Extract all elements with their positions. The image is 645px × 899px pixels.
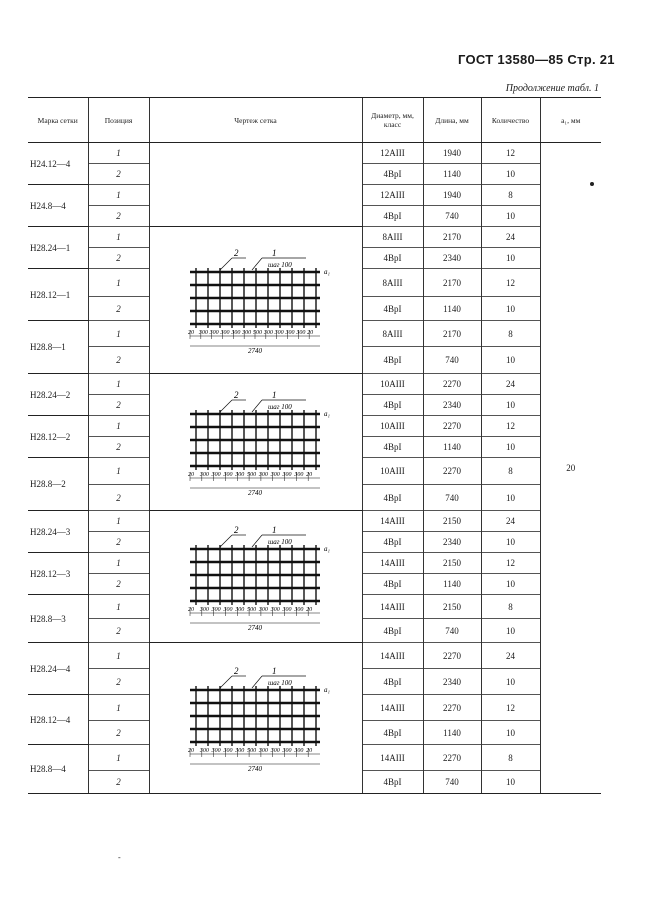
quantity-cell: 8 [481, 458, 540, 485]
diameter-cell: 14АIII [362, 745, 423, 771]
diameter-cell: 8АIII [362, 321, 423, 347]
dimension-value: 300 [295, 330, 305, 336]
dimension-value: 500 [246, 606, 256, 613]
a1-label: a₁ [323, 410, 330, 418]
step-label: шаг 100 [267, 679, 292, 687]
diameter-cell: 4ВрI [362, 669, 423, 695]
table-header-row [28, 98, 601, 143]
step-label: шаг 100 [267, 403, 292, 411]
position-label-1: 1 [271, 524, 276, 535]
diameter-cell: 4ВрI [362, 395, 423, 416]
length-cell: 2340 [423, 248, 481, 269]
total-length: 2740 [247, 765, 262, 773]
quantity-cell: 10 [481, 669, 540, 695]
diameter-cell: 4ВрI [362, 619, 423, 643]
length-cell: 2340 [423, 395, 481, 416]
length-cell: 740 [423, 485, 481, 511]
dimension-value: 500 [246, 472, 256, 478]
dimension-value: 20 [187, 748, 194, 754]
dimension-value: 20 [187, 330, 194, 336]
length-cell: 2270 [423, 745, 481, 771]
position-cell: 1 [88, 374, 149, 395]
quantity-cell: 10 [481, 347, 540, 374]
position-cell: 2 [88, 297, 149, 321]
quantity-cell: 12 [481, 269, 540, 297]
a1-label: a₁ [323, 544, 330, 553]
dimension-value: 300 [211, 606, 221, 613]
mesh-mark-cell: Н28.8—2 [28, 458, 88, 511]
position-cell: 1 [88, 185, 149, 206]
mesh-drawing [156, 382, 356, 502]
diameter-cell: 10АIII [362, 458, 423, 485]
dimension-value: 300 [282, 748, 292, 754]
leader-line [220, 400, 232, 412]
length-cell: 2340 [423, 669, 481, 695]
dimension-value: 300 [220, 330, 229, 336]
position-label-2: 2 [233, 248, 238, 258]
mesh-drawing-cell [149, 227, 362, 374]
quantity-cell: 8 [481, 321, 540, 347]
mesh-mark-cell: Н28.12—4 [28, 695, 88, 745]
length-cell: 2270 [423, 458, 481, 485]
dimension-value: 300 [270, 606, 280, 613]
mesh-drawing [156, 517, 356, 637]
position-cell: 1 [88, 643, 149, 669]
quantity-cell: 24 [481, 643, 540, 669]
footer-mark: - [118, 853, 121, 862]
mesh-mark-cell: Н28.12—2 [28, 416, 88, 458]
dimension-value: 300 [274, 330, 284, 336]
a1-label: a₁ [323, 268, 330, 276]
position-label-1: 1 [271, 248, 276, 258]
dimension-value: 300 [285, 330, 294, 336]
diameter-cell: 14АIII [362, 553, 423, 574]
diameter-cell: 4ВрI [362, 532, 423, 553]
dimension-value: 300 [234, 748, 244, 754]
dimension-value: 300 [209, 330, 219, 336]
leader-line [220, 258, 232, 270]
diameter-cell: 12АIII [362, 185, 423, 206]
length-cell: 2270 [423, 416, 481, 437]
col-header-a1: a₁, мм [540, 98, 601, 143]
position-cell: 2 [88, 669, 149, 695]
quantity-cell: 10 [481, 721, 540, 745]
col-header-quantity: Количество [481, 98, 540, 143]
table-row [28, 374, 601, 395]
position-cell: 2 [88, 437, 149, 458]
quantity-cell: 10 [481, 485, 540, 511]
length-cell: 2170 [423, 227, 481, 248]
diameter-cell: 14АIII [362, 695, 423, 721]
col-header-mark: Марка сетки [28, 98, 88, 143]
position-label-2: 2 [233, 666, 238, 676]
position-cell: 1 [88, 458, 149, 485]
quantity-cell: 10 [481, 437, 540, 458]
position-label-2: 2 [233, 390, 238, 400]
page-header: ГОСТ 13580—85 Стр. 21 [458, 52, 615, 67]
quantity-cell: 10 [481, 248, 540, 269]
table-continuation-note: Продолжение табл. 1 [505, 83, 599, 94]
length-cell: 740 [423, 771, 481, 794]
diameter-cell: 10АIII [362, 416, 423, 437]
mesh-mark-cell: Н28.24—4 [28, 643, 88, 695]
table-body [28, 143, 601, 794]
dimension-value: 300 [211, 748, 221, 754]
table-row [28, 227, 601, 248]
position-cell: 2 [88, 532, 149, 553]
length-cell: 2270 [423, 374, 481, 395]
dimension-value: 300 [293, 606, 303, 613]
length-cell: 1140 [423, 297, 481, 321]
mesh-drawing-cell [149, 511, 362, 643]
quantity-cell: 24 [481, 374, 540, 395]
dimension-value: 300 [222, 472, 232, 478]
mesh-drawing [156, 658, 356, 778]
mesh-mark-cell: Н28.8—1 [28, 321, 88, 374]
dimension-value: 300 [199, 606, 209, 613]
total-length: 2740 [247, 347, 262, 355]
length-cell: 2270 [423, 695, 481, 721]
dimension-value: 300 [199, 472, 209, 478]
mesh-mark-cell: Н28.24—1 [28, 227, 88, 269]
length-cell: 2150 [423, 511, 481, 532]
step-label: шаг 100 [267, 537, 292, 546]
mesh-mark-cell: Н28.24—3 [28, 511, 88, 553]
a1-cell: 20 [540, 143, 601, 794]
quantity-cell: 24 [481, 511, 540, 532]
quantity-cell: 8 [481, 745, 540, 771]
position-cell: 1 [88, 511, 149, 532]
position-cell: 2 [88, 395, 149, 416]
leader-line [252, 400, 262, 412]
diameter-cell: 8АIII [362, 269, 423, 297]
diameter-cell: 14АIII [362, 511, 423, 532]
mesh-mark-cell: Н28.8—3 [28, 595, 88, 643]
dimension-value: 20 [306, 330, 313, 336]
quantity-cell: 10 [481, 771, 540, 794]
total-length: 2740 [247, 623, 262, 632]
mesh-mark-cell: Н24.12—4 [28, 143, 88, 185]
dimension-value: 500 [252, 330, 262, 336]
dimension-value: 300 [270, 472, 280, 478]
step-label: шаг 100 [267, 261, 292, 269]
diameter-cell: 4ВрI [362, 771, 423, 794]
diameter-cell: 4ВрI [362, 347, 423, 374]
quantity-cell: 10 [481, 164, 540, 185]
leader-line [220, 535, 232, 547]
diameter-cell: 14АIII [362, 595, 423, 619]
length-cell: 2170 [423, 269, 481, 297]
diameter-cell: 4ВрI [362, 437, 423, 458]
diameter-cell: 4ВрI [362, 574, 423, 595]
diameter-cell: 4ВрI [362, 206, 423, 227]
position-cell: 2 [88, 485, 149, 511]
diameter-cell: 4ВрI [362, 297, 423, 321]
mesh-drawing-cell [149, 374, 362, 511]
length-cell: 740 [423, 206, 481, 227]
position-cell: 1 [88, 227, 149, 248]
position-label-2: 2 [233, 524, 238, 535]
dimension-value: 300 [199, 748, 209, 754]
dimension-value: 20 [187, 606, 194, 613]
length-cell: 2170 [423, 321, 481, 347]
quantity-cell: 12 [481, 416, 540, 437]
dimension-value: 300 [258, 472, 268, 478]
diameter-cell: 12АIII [362, 143, 423, 164]
quantity-cell: 10 [481, 532, 540, 553]
quantity-cell: 10 [481, 574, 540, 595]
diameter-cell: 4ВрI [362, 485, 423, 511]
dimension-value: 300 [234, 606, 244, 613]
ink-dot [590, 182, 594, 186]
position-cell: 2 [88, 721, 149, 745]
dimension-value: 300 [258, 748, 268, 754]
dimension-value: 500 [246, 748, 256, 754]
dimension-value: 300 [230, 330, 240, 336]
length-cell: 740 [423, 619, 481, 643]
table-row [28, 643, 601, 669]
length-cell: 1140 [423, 721, 481, 745]
dimension-value: 20 [305, 472, 312, 478]
dimension-value: 300 [222, 606, 232, 613]
position-label-1: 1 [271, 390, 276, 400]
rebar-mesh-table [28, 97, 601, 794]
position-cell: 2 [88, 164, 149, 185]
dimension-value: 20 [305, 748, 312, 754]
dimension-value: 300 [282, 606, 292, 613]
dimension-value: 20 [187, 472, 194, 478]
length-cell: 2340 [423, 532, 481, 553]
diameter-cell: 10АIII [362, 374, 423, 395]
position-cell: 1 [88, 745, 149, 771]
position-cell: 1 [88, 695, 149, 721]
position-cell: 1 [88, 143, 149, 164]
leader-line [252, 535, 262, 547]
table-row [28, 143, 601, 164]
dimension-value: 300 [293, 472, 303, 478]
quantity-cell: 12 [481, 553, 540, 574]
length-cell: 1140 [423, 437, 481, 458]
a1-label: a₁ [323, 686, 330, 694]
position-cell: 2 [88, 619, 149, 643]
length-cell: 1940 [423, 143, 481, 164]
position-cell: 1 [88, 595, 149, 619]
position-label-1: 1 [271, 666, 276, 676]
position-cell: 2 [88, 771, 149, 794]
drawing-empty-cell [149, 143, 362, 227]
dimension-value: 300 [270, 748, 280, 754]
position-cell: 2 [88, 574, 149, 595]
mesh-mark-cell: Н28.12—1 [28, 269, 88, 321]
quantity-cell: 24 [481, 227, 540, 248]
dimension-value: 300 [282, 472, 292, 478]
leader-line [220, 676, 232, 688]
mesh-mark-cell: Н28.24—2 [28, 374, 88, 416]
dimension-value: 300 [222, 748, 232, 754]
position-cell: 1 [88, 269, 149, 297]
length-cell: 2270 [423, 643, 481, 669]
leader-line [252, 258, 262, 270]
quantity-cell: 8 [481, 595, 540, 619]
mesh-drawing [156, 240, 356, 360]
mesh-mark-cell: Н28.12—3 [28, 553, 88, 595]
mesh-mark-cell: Н28.8—4 [28, 745, 88, 794]
quantity-cell: 10 [481, 297, 540, 321]
diameter-cell: 4ВрI [362, 248, 423, 269]
length-cell: 740 [423, 347, 481, 374]
diameter-cell: 4ВрI [362, 721, 423, 745]
diameter-cell: 4ВрI [362, 164, 423, 185]
dimension-value: 300 [241, 330, 251, 336]
quantity-cell: 8 [481, 185, 540, 206]
dimension-value: 300 [258, 606, 268, 613]
position-cell: 1 [88, 553, 149, 574]
diameter-cell: 14АIII [362, 643, 423, 669]
col-header-position: Позиция [88, 98, 149, 143]
quantity-cell: 10 [481, 619, 540, 643]
dimension-value: 300 [293, 748, 303, 754]
position-cell: 2 [88, 248, 149, 269]
quantity-cell: 10 [481, 206, 540, 227]
diameter-cell: 8АIII [362, 227, 423, 248]
dimension-value: 20 [305, 606, 312, 613]
dimension-value: 300 [263, 330, 273, 336]
dimension-value: 300 [198, 330, 208, 336]
length-cell: 1140 [423, 574, 481, 595]
total-length: 2740 [247, 489, 262, 497]
position-cell: 2 [88, 347, 149, 374]
col-header-drawing: Чертеж сетка [149, 98, 362, 143]
col-header-length: Длина, мм [423, 98, 481, 143]
length-cell: 2150 [423, 595, 481, 619]
quantity-cell: 12 [481, 143, 540, 164]
quantity-cell: 10 [481, 395, 540, 416]
position-cell: 1 [88, 416, 149, 437]
length-cell: 2150 [423, 553, 481, 574]
table-row [28, 511, 601, 532]
length-cell: 1940 [423, 185, 481, 206]
position-cell: 2 [88, 206, 149, 227]
position-cell: 1 [88, 321, 149, 347]
length-cell: 1140 [423, 164, 481, 185]
mesh-drawing-cell [149, 643, 362, 794]
leader-line [252, 676, 262, 688]
mesh-mark-cell: Н24.8—4 [28, 185, 88, 227]
col-header-diameter: Диаметр, мм, класс [362, 98, 423, 143]
dimension-value: 300 [211, 472, 221, 478]
dimension-value: 300 [234, 472, 244, 478]
quantity-cell: 12 [481, 695, 540, 721]
